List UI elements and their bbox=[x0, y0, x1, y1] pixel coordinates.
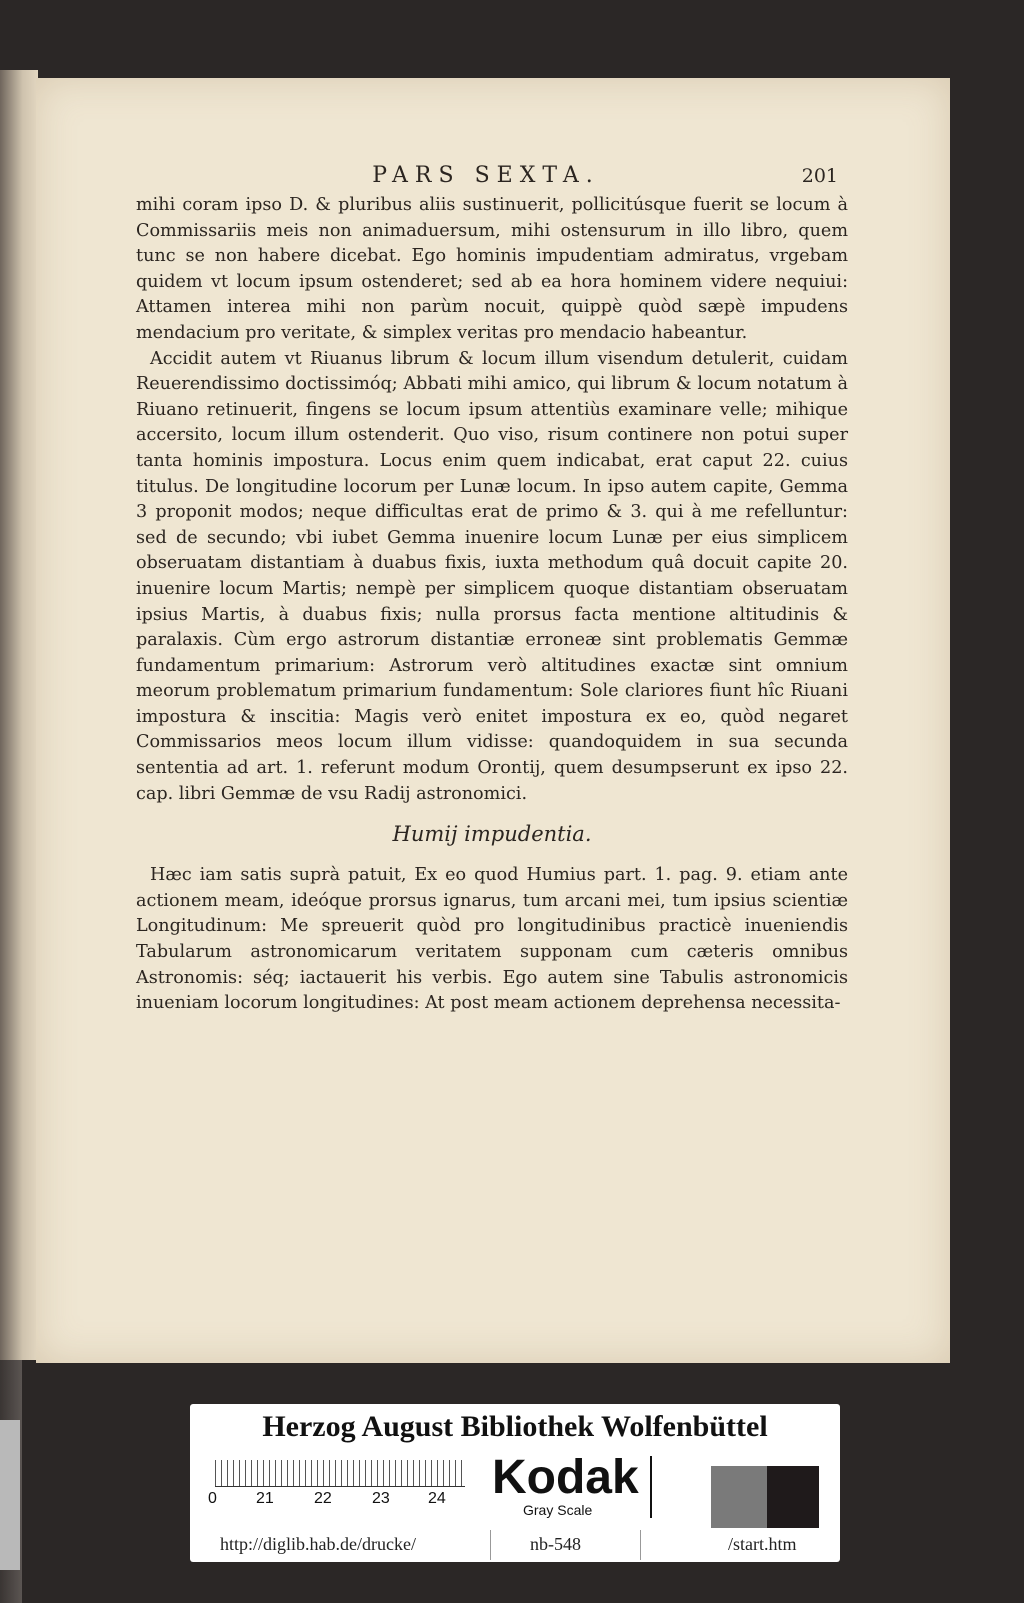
body-text bbox=[136, 193, 848, 1017]
footer-divider bbox=[640, 1530, 641, 1560]
shelfmark: nb-548 bbox=[530, 1534, 581, 1554]
card-divider bbox=[650, 1456, 652, 1518]
ruler-number: 21 bbox=[256, 1490, 274, 1507]
book-page bbox=[36, 78, 950, 1363]
ruler-number: 23 bbox=[372, 1490, 390, 1507]
kodak-logo: Kodak bbox=[492, 1451, 639, 1504]
measurement-ruler bbox=[215, 1460, 465, 1487]
ruler-number: 22 bbox=[314, 1490, 332, 1507]
paragraph-humius: Hæc iam satis suprà patuit, Ex eo quod Humius part. 1. pag. 9. etiam ante actionem meam, ideóque prorsus ignarus, tum arcani mei, tum ipsius scientiæ Longitudinum: Me spreuerit quòd pro longitudinibus practicè inueniendis Tabularum astronomicarum veritatem supponam cum cæteris omnibus Astronomis: séq; iactauerit his verbis. Ego autem sine Tabulis astronomicis inueniam locorum longitudines: At post meam actionem deprehensa necessita- bbox=[136, 865, 848, 1014]
paragraph-riuanus: Accidit autem vt Riuanus librum & locum illum visendum detulerit, cuidam Reuerendissimo doctissimóq; Abbati mihi amico, qui librum & locum notatum à Riuano retinuerit, fingens se locum ipsum attentiùs examinare velle; mihique accersito, locum illum ostenderit. Quo viso, risum continere non potui super tanta hominis impostura. Locus enim quem indicabat, erat caput 22. cuius titulus. De longitudine locorum per Lunæ locum. In ipso autem capite, Gemma 3 proponit modos; neque difficultas erat de primo & 3. qui à me refelluntur: sed de secundo; vbi iubet Gemma inuenire locum Lunæ per eius simplicem obseruatam distantiam à duabus fixis, iuxta methodum quâ docuit capite 20. inuenire locum Martis; nempè per simplicem quoque distantiam obseruatam ipsius Martis, à duabus fixis; nulla prorsus facta mentione altitudinis & paralaxis. Cùm ergo astrorum distantiæ erroneæ sint problematis Gemmæ fundamentum primarium: Astrorum verò altitudines exactæ sint omnium meorum problematum primarium fundamentum: Sole clariores fiunt hîc Riuani impostura & inscitia: Magis verò enitet impostura ex eo, quòd negaret Commissarios meos locum illum vidisse: quandoquidem in sua secunda sententia ad art. 1. referunt modum Orontij, quem desumpserunt ex ipso 22. cap. libri Gemmæ de vsu Radij astronomici. bbox=[136, 348, 848, 804]
start-page-path: /start.htm bbox=[728, 1534, 797, 1554]
digital-library-url: http://diglib.hab.de/drucke/ bbox=[220, 1534, 416, 1554]
page-header bbox=[36, 163, 950, 193]
library-name: Herzog August Bibliothek Wolfenbüttel bbox=[262, 1410, 768, 1443]
grey-swatch bbox=[711, 1466, 767, 1528]
footer-divider bbox=[490, 1530, 491, 1560]
scanner-strip bbox=[0, 1420, 20, 1570]
section-heading: Humij impudentia. bbox=[392, 822, 592, 847]
page-number: 201 bbox=[801, 165, 838, 187]
black-swatch bbox=[767, 1466, 819, 1528]
library-color-card bbox=[190, 1404, 840, 1562]
ruler-number: 0 bbox=[208, 1490, 217, 1507]
gray-scale-caption: Gray Scale bbox=[523, 1502, 593, 1518]
adjacent-page-edge bbox=[0, 70, 38, 1360]
ruler-number: 24 bbox=[428, 1490, 446, 1507]
running-title: PARS SEXTA. bbox=[372, 163, 600, 188]
card-footer bbox=[190, 1530, 840, 1558]
paragraph-continuation: mihi coram ipso D. & pluribus aliis sustinuerit, pollicitúsque fuerit se locum à Commissariis meis non animaduersum, mihi ostensurum in illo libro, quem tunc se non habere dicebat. Ego hominis impudentiam admiratus, vrgebam quidem vt locum ipsum ostenderet; sed ab ea hora hominem videre nequiui: Attamen interea mihi non parùm nocuit, quippè quòd sæpè impudens mendacium pro veritate, & simplex veritas pro mendacio habeantur. bbox=[136, 195, 848, 343]
